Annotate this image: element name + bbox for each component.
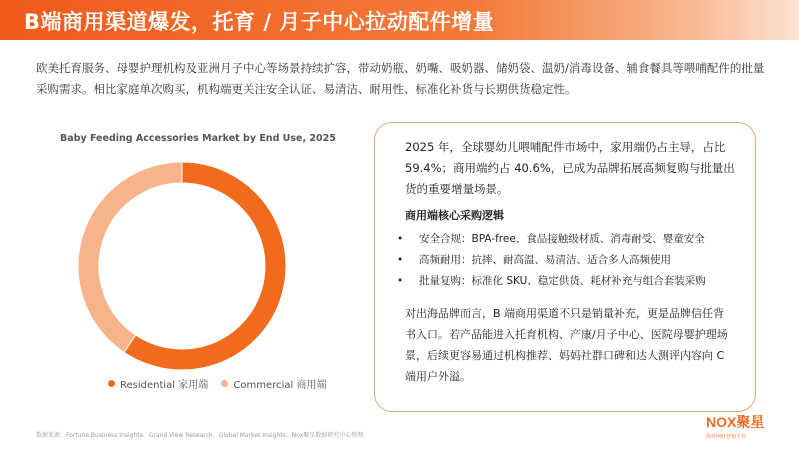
bullet-icon: • (397, 254, 404, 266)
list-item (397, 250, 747, 271)
logo-wordmark: NOX聚星 (706, 414, 765, 430)
list-item (397, 229, 747, 250)
intro-paragraph: 欧美托育服务、母婴护理机构及亚洲月子中心等场景持续扩容，带动奶瓶、奶嘴、吸奶器、储奶袋、温奶/消毒设备、辅食餐具等喂哺配件的批量采购需求。相比家庭单次购买，机构端更关注安全认证、易清洁、耐用性、标准化补货与长期供货稳定性。 (36, 61, 765, 96)
bullet-text: 批量复购：标准化 SKU、稳定供货、耗材补充与组合套装采购 (419, 275, 706, 287)
donut-slice-commercial (78, 162, 182, 352)
bullet-text: 高频耐用：抗摔、耐高温、易清洁、适合多人高频使用 (419, 254, 671, 266)
chart-legend (108, 376, 336, 391)
bullet-list (397, 229, 747, 292)
legend-swatch-residential (108, 380, 115, 387)
page-title: B端商用渠道爆发，托育 / 月子中心拉动配件增量 (24, 10, 495, 34)
insight-card (374, 122, 756, 412)
card-heading: 商用端核心采购逻辑 (405, 209, 504, 222)
legend-label-commercial: Commercial 商用端 (233, 380, 327, 391)
card-summary: 2025 年，全球婴幼儿喂哺配件市场中，家用端仍占主导，占比 59.4%；商用端约占 40.6%，已成为品牌拓展高频复购与批量出货的重要增量场景。 (405, 140, 735, 196)
chart-title: Baby Feeding Accessories Market by End Use, 2025 (60, 133, 336, 144)
brand-logo (706, 412, 786, 442)
legend-item-commercial (221, 376, 326, 391)
bullet-icon: • (397, 275, 404, 287)
logo-tagline: 海外网红营销平台 (706, 434, 747, 440)
donut-chart (74, 158, 290, 374)
card-conclusion: 对出海品牌而言，B 端商用渠道不只是销量补充，更是品牌信任背书入口。若产品能进入托育机构、产康/月子中心、医院母婴护理场景，后续更容易通过机构推荐、妈妈社群口碑和达人测评内容向 C 端用户外溢。 (405, 307, 728, 383)
list-item (397, 271, 747, 292)
title-bar (0, 0, 799, 40)
bullet-icon: • (397, 233, 404, 245)
donut-slice-residential (124, 162, 286, 370)
legend-item-residential (108, 376, 208, 391)
bullet-text: 安全合规：BPA-free、食品接触级材质、消毒耐受、婴童安全 (419, 233, 705, 245)
legend-swatch-commercial (221, 380, 228, 387)
legend-label-residential: Residential 家用端 (120, 380, 209, 391)
data-source-note: 数据来源：Fortune Business Insights、Grand View Research、Global Market Insights；Nox聚星数据研究中心整理 (36, 432, 364, 439)
